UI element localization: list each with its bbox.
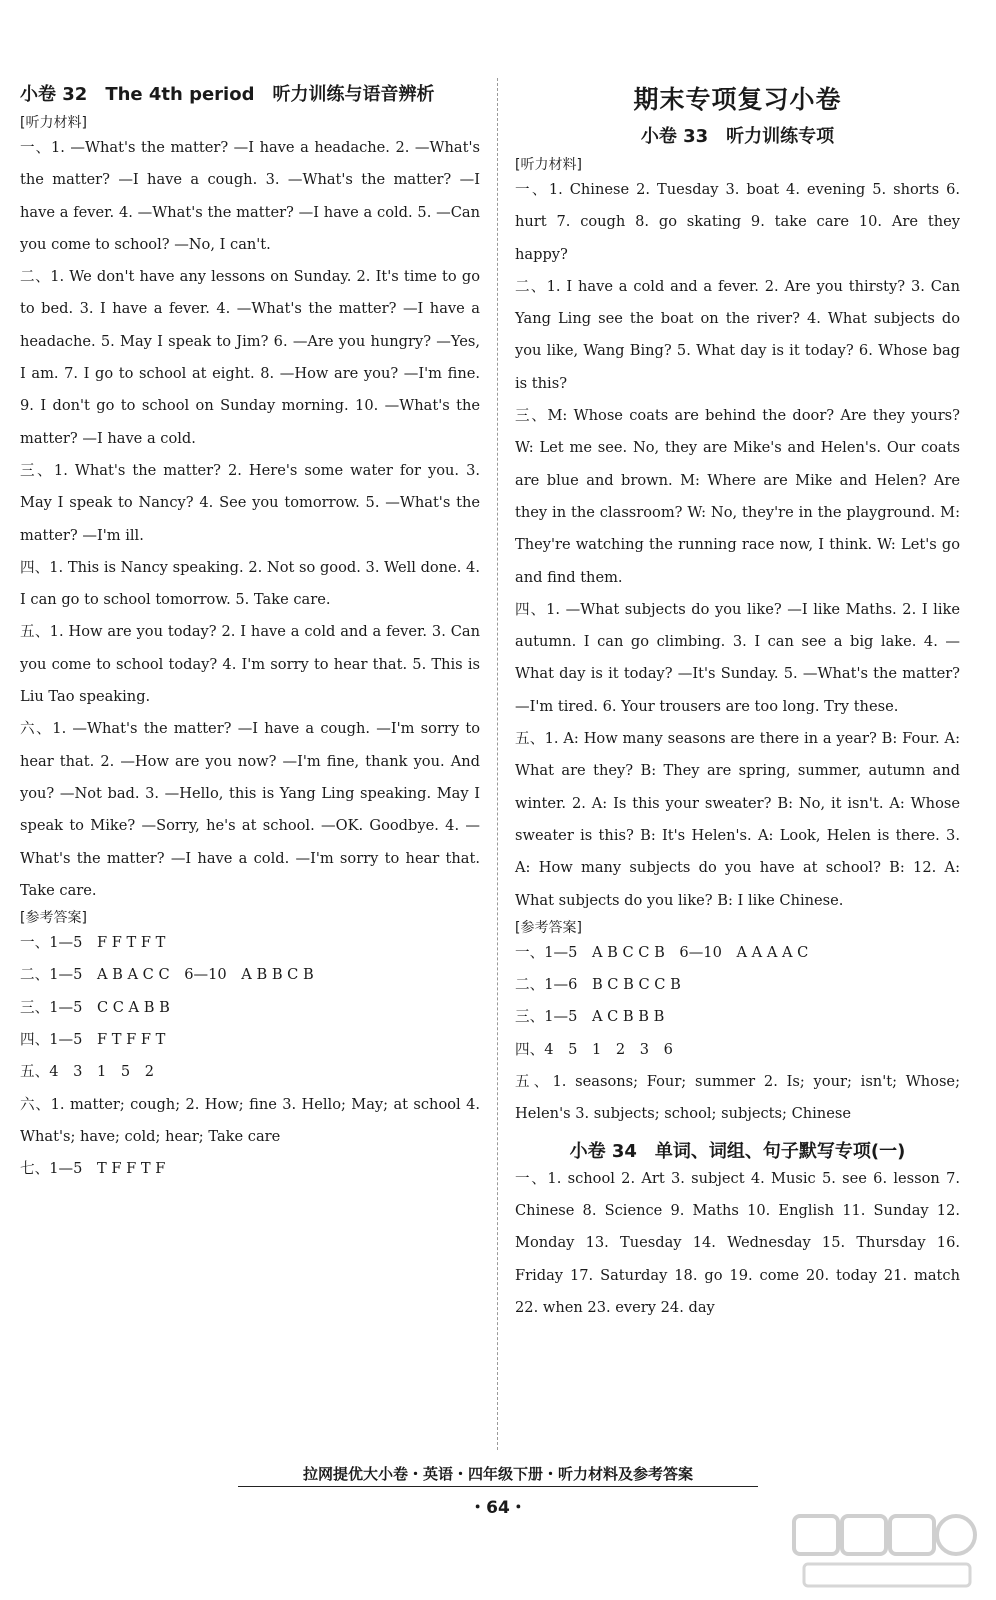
answer-line: 四、1—5 F T F F T <box>20 1031 166 1049</box>
answer-line: 五、1. seasons; Four; summer 2. Is; your; isn't; Whose; Helen's 3. subjects; school; subjects; Chinese <box>515 1073 960 1123</box>
listening-item: 二、1. I have a cold and a fever. 2. Are you thirsty? 3. Can Yang Ling see the boat on the river? 4. What subjects do you like, Wang Bing? 5. What day is it today? 6. Whose bag is this? <box>515 277 960 392</box>
footer-title: 拉网提优大小卷・英语・四年级下册・听力材料及参考答案 <box>302 1465 693 1483</box>
listening-material-label: [听力材料] <box>515 157 582 173</box>
answer-line: 六、1. matter; cough; 2. How; fine 3. Hello; May; at school 4. What's; have; cold; hear; Take care <box>20 1095 480 1145</box>
listening-item: 三、M: Whose coats are behind the door? Are they yours? W: Let me see. No, they are Mike's and Helen's. Our coats are blue and brown. M: Where are Mike and Helen? Are they in the classroom? W: No, they're in the playground. M: They're watching the running race now, I think. W: Let's go and find them. <box>515 407 960 586</box>
right-column <box>515 80 960 1324</box>
reference-answers-label: [参考答案] <box>515 919 582 936</box>
section-33-title: 小卷 33 听力训练专项 <box>640 126 835 147</box>
watermark-logo <box>790 1510 980 1592</box>
listening-item: 二、1. We don't have any lessons on Sunday. 2. It's time to go to bed. 3. I have a fever. 4. —What's the matter? —I have a headache. 5. May I speak to Jim? 6. —Are you hungry? —Yes, I am. 7. I go to school at eight. 8. —How are you? —I'm fine. 9. I don't go to school on Sunday morning. 10. —What's the matter? —I have a cold. <box>20 268 480 447</box>
answer-line: 四、4 5 1 2 3 6 <box>515 1040 673 1058</box>
answer-line: 五、4 3 1 5 2 <box>20 1063 154 1081</box>
section-34-title: 小卷 34 单词、词组、句子默写专项(一) <box>569 1140 906 1162</box>
listening-material-label: [听力材料] <box>20 115 87 131</box>
answer-line: 三、1—5 C C A B B <box>20 998 170 1016</box>
left-column <box>20 80 480 1186</box>
listening-item: 四、1. —What subjects do you like? —I like Maths. 2. I like autumn. I can go climbing. 3. I can see a big lake. 4. —What day is it today? —It's Sunday. 5. —What's the matter? —I'm tired. 6. Your trousers are too long. Try these. <box>515 600 960 715</box>
section-32-title: 小卷 32 The 4th period 听力训练与语音辨析 <box>20 84 435 105</box>
listening-item: 六、1. —What's the matter? —I have a cough. —I'm sorry to hear that. 2. —How are you now? —I'm fine, thank you. And you? —Not bad. 3. —Hello, this is Yang Ling speaking. May I speak to Mike? —Sorry, he's at school. —OK. Goodbye. 4. —What's the matter? —I have a cold. —I'm sorry to hear that. Take care. <box>20 720 480 899</box>
listening-item: 四、1. This is Nancy speaking. 2. Not so good. 3. Well done. 4. I can go to school tomorrow. 5. Take care. <box>20 558 480 609</box>
answer-line: 二、1—5 A B A C C 6—10 A B B C B <box>20 966 314 984</box>
listening-item: 一、1. Chinese 2. Tuesday 3. boat 4. evening 5. shorts 6. hurt 7. cough 8. go skating 9. take care 10. Are they happy? <box>515 181 960 263</box>
listening-item: 五、1. How are you today? 2. I have a cold and a fever. 3. Can you come to school today? 4. I'm sorry to hear that. 5. This is Liu Tao speaking. <box>20 623 480 706</box>
reference-answers-label: [参考答案] <box>20 910 87 927</box>
listening-item: 一、1. —What's the matter? —I have a headache. 2. —What's the matter? —I have a cough. 3. —What's the matter? —I have a fever. 4. —What's the matter? —I have a cold. 5. —Can you come to school? —No, I can't. <box>20 139 480 253</box>
page-number: ・64・ <box>469 1498 527 1518</box>
listening-item: 三、1. What's the matter? 2. Here's some water for you. 3. May I speak to Nancy? 4. See you tomorrow. 5. —What's the matter? —I'm ill. <box>20 461 480 544</box>
final-review-title: 期末专项复习小卷 <box>633 85 842 114</box>
answer-line: 二、1—6 B C B C C B <box>515 976 681 994</box>
answer-line: 一、1—5 F F T F T <box>20 934 166 952</box>
answer-line: 七、1—5 T F F T F <box>20 1160 166 1178</box>
column-divider <box>497 78 498 1450</box>
listening-item: 五、1. A: How many seasons are there in a year? B: Four. A: What are they? B: They are spring, summer, autumn and winter. 2. A: Is this your sweater? B: No, it isn't. A: Whose sweater is this? B: It's Helen's. A: Look, Helen is there. 3. A: How many subjects do you have at school? B: 12. A: What subjects do you like? B: I like Chinese. <box>515 730 960 909</box>
answer-line: 一、1—5 A B C C B 6—10 A A A A C <box>515 943 809 961</box>
footer-rule <box>238 1486 758 1487</box>
section-34-text: 一、1. school 2. Art 3. subject 4. Music 5. see 6. lesson 7. Chinese 8. Science 9. Maths 10. English 11. Sunday 12. Monday 13. Tuesday 14. Wednesday 15. Thursday 16. Friday 17. Saturday 18. go 19. come 20. today 21. match 22. when 23. every 24. day <box>515 1169 960 1316</box>
answer-line: 三、1—5 A C B B B <box>515 1008 665 1026</box>
